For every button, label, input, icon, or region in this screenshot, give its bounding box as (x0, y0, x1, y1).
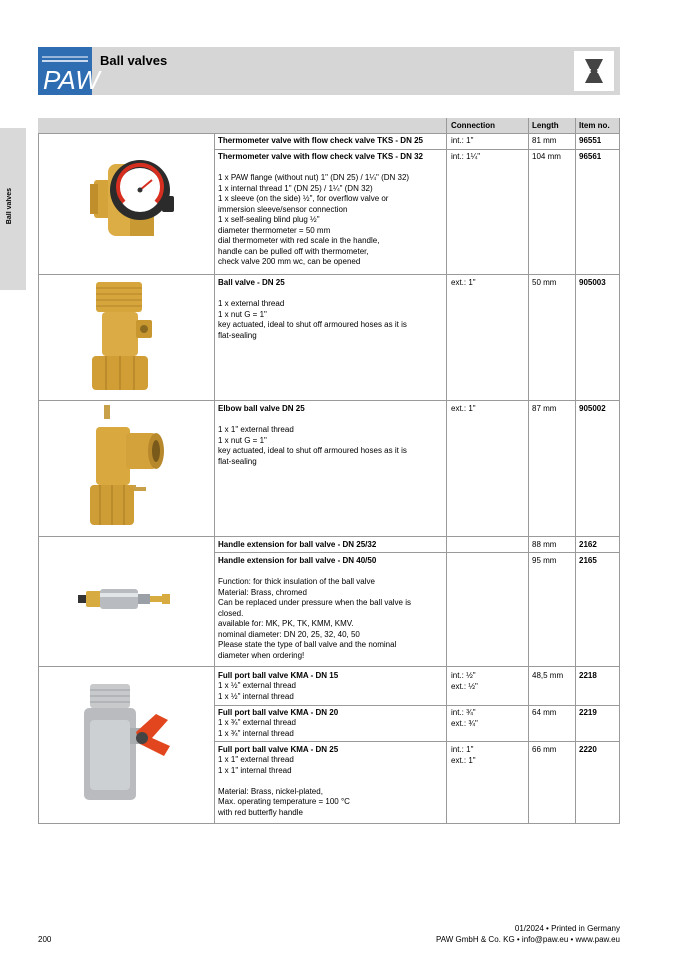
item-no-tks-dn32: 96561 (579, 152, 602, 161)
product-desc-kma-dn20: 1 x ¾" external thread 1 x ¾" internal thread (218, 718, 296, 738)
table-border (446, 118, 447, 824)
product-name-kma-dn15: Full port ball valve KMA - DN 15 (218, 671, 339, 680)
table-subrule (214, 552, 620, 553)
connection-tks-dn32: int.: 1¼" (451, 152, 481, 161)
table-rule (38, 133, 620, 134)
table-border (38, 133, 39, 824)
ball-valve-image (88, 280, 158, 399)
product-desc-kma-dn25: 1 x 1" external thread 1 x 1" internal thread Material: Brass, nickel-plated, Max. operating temperature = 100 °C with red butterfly handle (218, 755, 350, 817)
length-tks-dn25: 81 mm (532, 136, 557, 145)
item-no-ball-valve: 905003 (579, 278, 606, 287)
item-no-kma-dn25: 2220 (579, 745, 597, 754)
length-handle-ext-25: 88 mm (532, 540, 557, 549)
table-rule (38, 274, 620, 275)
length-kma-dn20: 64 mm (532, 708, 557, 717)
paw-logo (38, 47, 100, 95)
table-rule (38, 536, 620, 537)
column-header-connection: Connection (451, 121, 495, 130)
product-name-kma-dn25: Full port ball valve KMA - DN 25 (218, 745, 339, 754)
table-rule (38, 400, 620, 401)
item-no-tks-dn25: 96551 (579, 136, 602, 145)
footer-company: PAW GmbH & Co. KG • info@paw.eu • www.paw.eu (435, 935, 620, 944)
logo-text: PAW (43, 65, 100, 95)
thermometer-valve-image (88, 150, 178, 254)
length-handle-ext-40: 95 mm (532, 556, 557, 565)
product-name-kma-dn20: Full port ball valve KMA - DN 20 (218, 708, 339, 717)
length-kma-dn15: 48,5 mm (532, 671, 564, 680)
table-subrule (214, 705, 620, 706)
length-elbow-valve: 87 mm (532, 404, 557, 413)
item-no-kma-dn15: 2218 (579, 671, 597, 680)
column-header-length: Length (532, 121, 559, 130)
side-tab-label: Ball valves (6, 188, 13, 225)
table-border (214, 133, 215, 824)
connection-tks-dn25: int.: 1" (451, 136, 474, 145)
item-no-handle-ext-25: 2162 (579, 540, 597, 549)
length-ball-valve: 50 mm (532, 278, 557, 287)
ball-valve-category-icon (574, 51, 614, 91)
table-rule (38, 823, 620, 824)
table-border (575, 118, 576, 824)
item-no-kma-dn20: 2219 (579, 708, 597, 717)
table-border (528, 118, 529, 824)
item-no-handle-ext-40: 2165 (579, 556, 597, 565)
page-title: Ball valves (100, 53, 168, 68)
product-name-tks-dn32: Thermometer valve with flow check valve TKS - DN 32 (218, 152, 423, 161)
connection-elbow-valve: ext.: 1" (451, 404, 476, 413)
connection-kma-dn25: int.: 1" ext.: 1" (451, 745, 476, 765)
footer-printed: 01/2024 • Printed in Germany (514, 924, 620, 933)
elbow-ball-valve-image (80, 405, 170, 534)
product-desc-tks: 1 x PAW flange (without nut) 1" (DN 25) / 1¼" (DN 32) 1 x internal thread 1" (DN 25) / 1¼" (DN 32) 1 x sleeve (on the side) ½", for overflow valve or immersion sleeve/sensor connection 1 x self-sealing blind plug ½" diameter thermometer = 50 mm dial thermometer with red scale in the handle, handle can be pulled off with thermometer, check valve 200 mm wc, can be opened (218, 173, 410, 266)
handle-extension-image (78, 585, 174, 619)
product-desc-kma-dn15: 1 x ½" external thread 1 x ½" internal thread (218, 681, 296, 701)
table-rule (38, 666, 620, 667)
item-no-elbow-valve: 905002 (579, 404, 606, 413)
product-name-ball-valve: Ball valve - DN 25 (218, 278, 285, 287)
product-name-handle-ext-40: Handle extension for ball valve - DN 40/50 (218, 556, 377, 565)
product-desc-handle-ext: Function: for thick insulation of the ball valve Material: Brass, chromed Can be replaced under pressure when the ball valve is closed. available for: MK, PK, TK, KMM, KMV. nominal diameter: DN 20, 25, 32, 40, 50 Please state the type of ball valve and the nominal diameter when ordering! (218, 577, 412, 660)
table-subrule (214, 741, 620, 742)
side-tab (0, 128, 26, 290)
length-kma-dn25: 66 mm (532, 745, 557, 754)
connection-ball-valve: ext.: 1" (451, 278, 476, 287)
product-desc-ball-valve: 1 x external thread 1 x nut G = 1" key actuated, ideal to shut off armoured hoses as it is flat-sealing (218, 299, 407, 340)
column-header-item-no: Item no. (579, 121, 610, 130)
full-port-ball-valve-image (80, 680, 180, 809)
connection-kma-dn20: int.: ¾" ext.: ¾" (451, 708, 478, 728)
product-name-handle-ext-25: Handle extension for ball valve - DN 25/32 (218, 540, 377, 549)
side-tab-label-wrap (6, 188, 13, 224)
connection-kma-dn15: int.: ½" ext.: ½" (451, 671, 478, 691)
length-tks-dn32: 104 mm (532, 152, 561, 161)
product-name-tks-dn25: Thermometer valve with flow check valve TKS - DN 25 (218, 136, 423, 145)
table-border (619, 118, 620, 824)
product-desc-elbow-valve: 1 x 1" external thread 1 x nut G = 1" key actuated, ideal to shut off armoured hoses as it is flat-sealing (218, 425, 407, 466)
page-number: 200 (38, 935, 52, 944)
table-subrule (214, 149, 620, 150)
product-name-elbow-valve: Elbow ball valve DN 25 (218, 404, 305, 413)
